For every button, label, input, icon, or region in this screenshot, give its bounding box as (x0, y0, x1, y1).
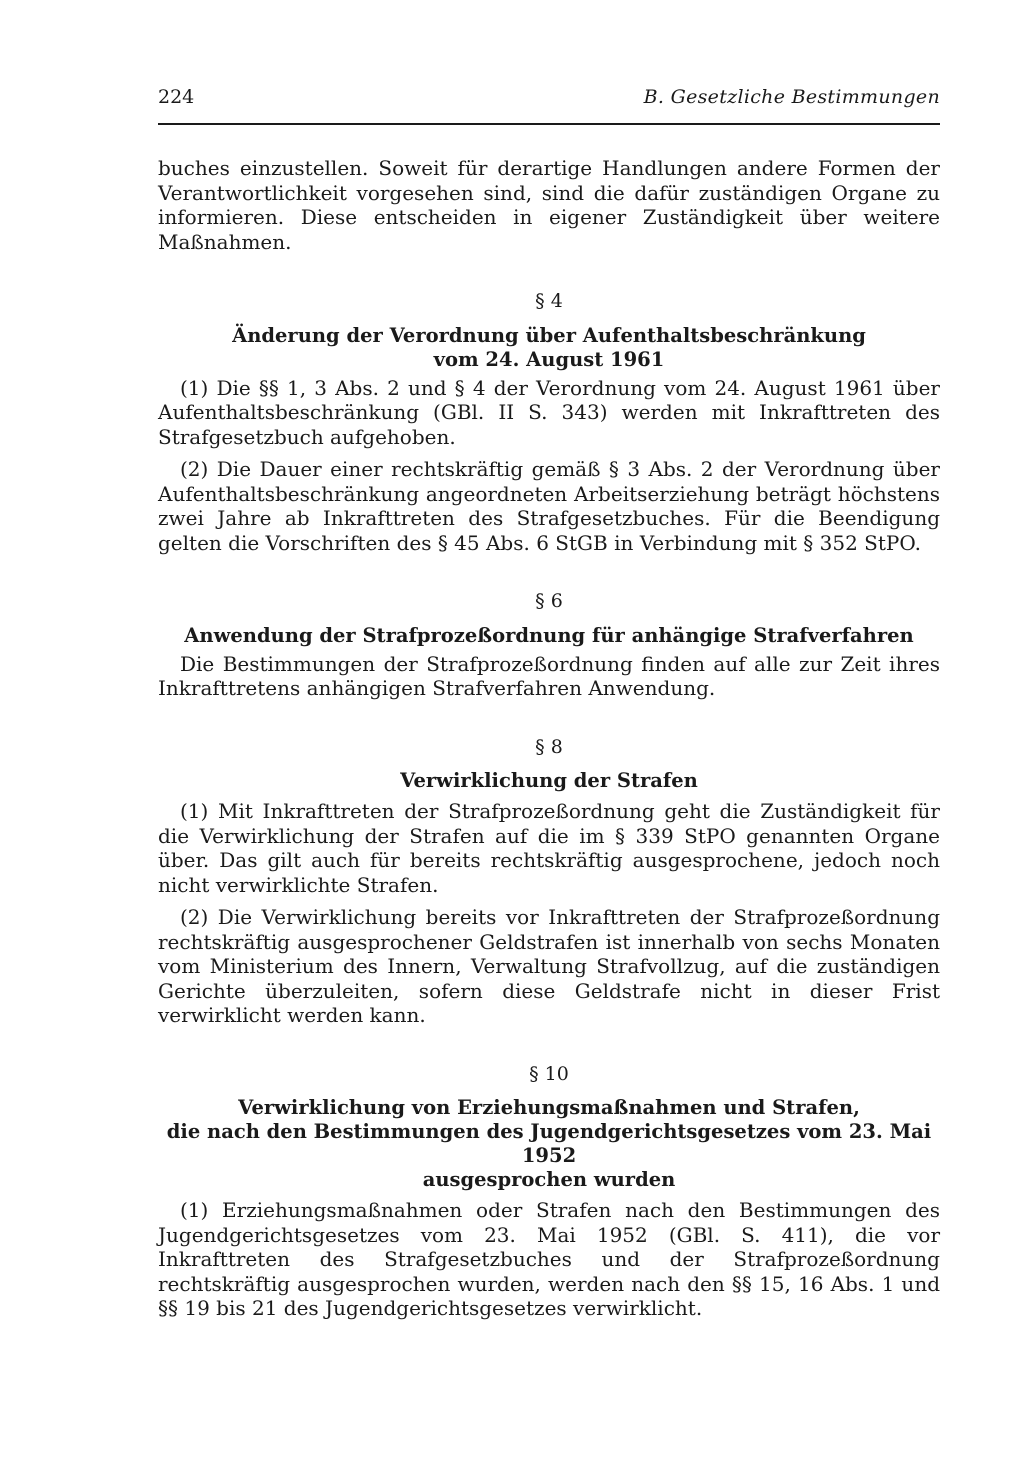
page-number: 224 (158, 86, 195, 108)
section-title: Anwendung der Strafprozeßordnung für anhängige Strafverfahren (184, 623, 914, 647)
paragraph: (2) Die Dauer einer rechtskräftig gemäß § 3 Abs. 2 der Verordnung über Aufenthaltsbeschränkung angeordneten Arbeitserziehung beträgt höchstens zwei Jahre ab Inkrafttreten des Strafgesetzbuches. Für die Beendigung gelten die Vorschriften des § 45 Abs. 6 StGB in Verbindung mit § 352 StPO. (158, 457, 940, 555)
section-title: Verwirklichung der Strafen (400, 769, 698, 792)
section-number: § 10 (529, 1062, 569, 1085)
section-4 (158, 289, 940, 555)
intro-paragraph: buches einzustellen. Soweit für derartige Handlungen andere Formen der Verantwortlichkeit vorgesehen sind, sind die dafür zuständigen Organe zu informieren. Diese entscheiden in eigener Zuständigkeit über weitere Maßnahmen. (158, 156, 940, 254)
section-title-line: ausgesprochen wurden (422, 1168, 676, 1191)
section-8 (158, 735, 940, 1028)
running-title: B. Gesetzliche Bestimmungen (643, 86, 940, 108)
section-title-line: vom 24. August 1961 (433, 347, 665, 371)
paragraph: Die Bestimmungen der Strafprozeßordnung finden auf alle zur Zeit ihres Inkrafttretens anhängigen Strafverfahren Anwendung. (158, 651, 940, 700)
section-6 (158, 589, 940, 701)
header-rule (158, 123, 940, 125)
section-title: Verwirklichung von Erziehungsmaßnahmen und Strafen, (238, 1096, 860, 1119)
document-page (158, 78, 940, 1321)
section-10 (158, 1062, 940, 1321)
section-title-line: die nach den Bestimmungen des Jugendgerichtsgesetzes vom 23. Mai 1952 (166, 1120, 932, 1167)
page-header (158, 78, 940, 116)
paragraph: (1) Die §§ 1, 3 Abs. 2 und § 4 der Verordnung vom 24. August 1961 über Aufenthaltsbeschränkung (GBl. II S. 343) werden mit Inkrafttreten des Strafgesetzbuch aufgehoben. (158, 375, 940, 449)
paragraph: (1) Erziehungsmaßnahmen oder Strafen nach den Bestimmungen des Jugendgerichtsgesetzes vom 23. Mai 1952 (GBl. S. 411), die vor Inkrafttreten des Strafgesetzbuches und der Strafprozeßordnung rechtskräftig ausgesprochen wurden, werden nach den §§ 15, 16 Abs. 1 und §§ 19 bis 21 des Jugendgerichtsgesetzes verwirklicht. (158, 1198, 940, 1320)
paragraph: (1) Mit Inkrafttreten der Strafprozeßordnung geht die Zuständigkeit für die Verwirklichung der Strafen auf die im § 339 StPO genannten Organe über. Das gilt auch für bereits rechtskräftig ausgesprochene, jedoch noch nicht verwirklichte Strafen. (158, 799, 940, 897)
paragraph: (2) Die Verwirklichung bereits vor Inkrafttreten der Strafprozeßordnung rechtskräftig ausgesprochener Geldstrafen ist innerhalb von sechs Monaten vom Ministerium des Innern, Verwaltung Strafvollzug, auf die zuständigen Gerichte überzuleiten, sofern diese Geldstrafe nicht in dieser Frist verwirklicht werden kann. (158, 905, 940, 1027)
section-number: § 6 (535, 590, 563, 612)
section-number: § 8 (535, 735, 563, 758)
section-number: § 4 (535, 290, 563, 312)
section-title: Änderung der Verordnung über Aufenthaltsbeschränkung (232, 323, 866, 347)
